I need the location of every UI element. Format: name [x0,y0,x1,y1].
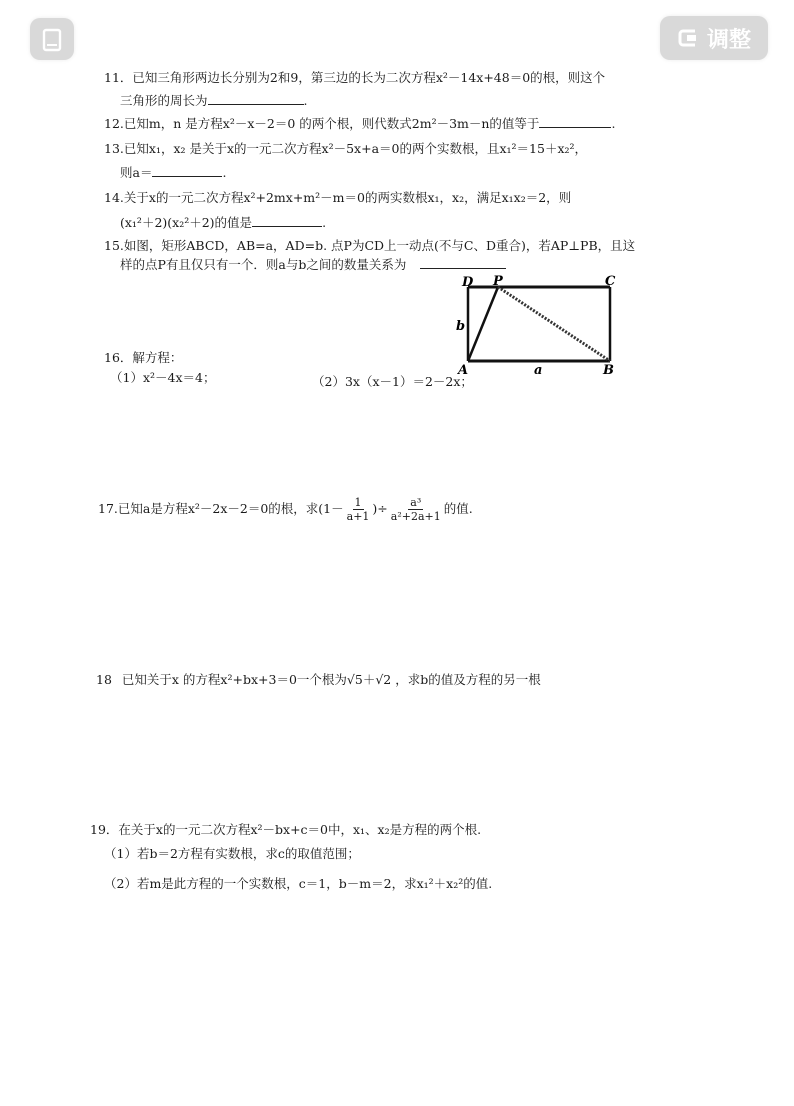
question-19-part-2: （2）若m是此方程的一个实数根，c＝1，b－m＝2，求x₁²＋x₂²的值. [104,876,493,891]
label-p: P [493,274,503,289]
document-icon [30,18,74,60]
fraction-1: $\frac{1}{a+1}$ [346,496,370,523]
answer-blank[interactable] [152,164,222,177]
question-16-part-2: （2）3x（x－1）＝2－2x； [312,374,473,389]
question-18: 18 已知关于x 的方程x²+bx+3＝0一个根为√5＋√2 ，求b的值及方程的另一根 [96,672,541,687]
answer-blank[interactable] [420,256,506,269]
answer-blank[interactable] [252,214,322,227]
adjust-icon [677,27,703,49]
rectangle-figure [450,274,630,378]
question-12: 12.已知m，n 是方程x²－x－2＝0 的两个根，则代数式2m²－3m－n的值等于 . [104,116,616,131]
question-16-part-1: （1）x²－4x＝4； [110,370,216,385]
segment-pb [498,287,610,361]
label-c: C [605,274,616,289]
fraction-2: $\frac{\text{a³}}{\text{a²+2a+1}}$ [390,496,441,523]
question-number: 11． [104,70,133,85]
question-19-part-1: （1）若b＝2方程有实数根，求c的取值范围； [104,846,360,861]
label-side-b: b [456,319,466,334]
label-b-vertex: B [603,363,614,378]
adjust-button[interactable] [660,16,768,60]
question-19-line-1: 19．在关于x的一元二次方程x²－bx+c＝0中，x₁、x₂是方程的两个根. [90,822,482,837]
question-number: 15. [104,238,124,253]
question-14-line-1: 14.关于x的一元二次方程x²+2mx+m²－m＝0的两实数根x₁，x₂，满足x₁x₂＝2，则 [104,190,572,205]
question-11-line-1: 11．已知三角形两边长分别为2和9，第三边的长为二次方程x²－14x+48＝0的根，则这个 [104,70,606,85]
question-13-line-1: 13.已知x₁，x₂ 是关于x的一元二次方程x²－5x+a＝0的两个实数根，且x₁²＝15＋x₂²， [104,141,588,156]
question-number: 13. [104,141,124,156]
adjust-label: 调整 [706,27,751,53]
question-14-line-2: (x₁²＋2)(x₂²＋2)的值是 . [120,215,327,230]
answer-blank[interactable] [539,115,611,128]
question-13-line-2: 则a＝ . [120,165,227,180]
label-d: D [462,275,474,290]
question-number: 12. [104,116,124,131]
segment-ap [468,287,498,361]
question-11-line-2: 三角形的周长为 . [120,93,308,108]
question-16-title: 16．解方程： [104,350,183,365]
question-number: 18 [96,672,112,687]
label-side-a: a [534,363,543,378]
label-a: A [458,363,469,378]
question-15-line-1: 15.如图，矩形ABCD，AB=a，AD=b. 点P为CD上一动点(不与C、D重合)，若AP⊥PB，且这 [104,238,636,253]
question-number: 14. [104,190,124,205]
question-15-line-2: 样的点P有且仅只有一个．则a与b之间的数量关系为 [120,256,506,273]
question-17: 17.已知a是方程x²－2x－2＝0的根，求(1－ $\frac{1}{a+1}$ )÷ $\frac{\text{a³}}{\text{a²+2a+1}}$ 的值. [98,496,473,523]
document-button[interactable] [30,18,74,60]
answer-blank[interactable] [208,92,304,105]
